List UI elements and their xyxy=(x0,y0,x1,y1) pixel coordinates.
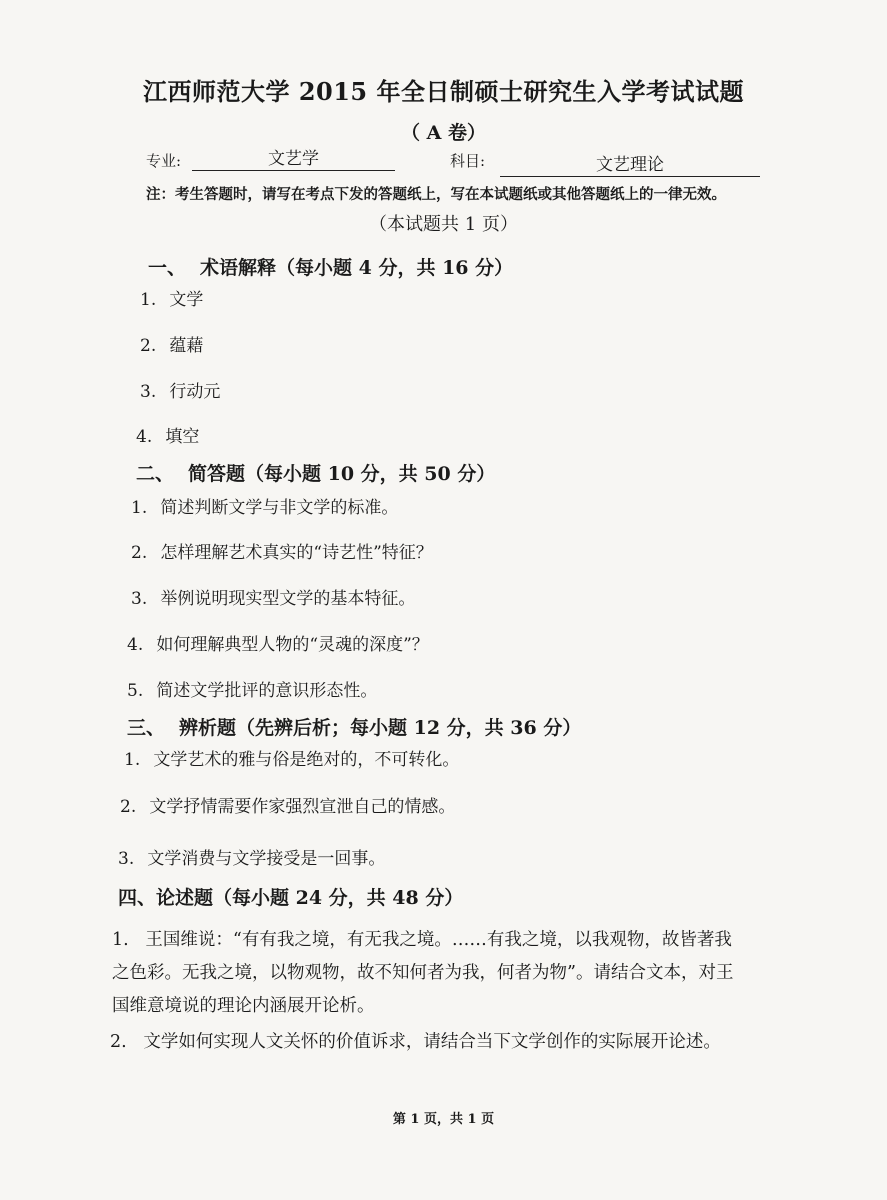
question-number: 1. xyxy=(131,498,148,518)
section-number: 一、 xyxy=(148,257,187,279)
question-item xyxy=(131,493,398,518)
essay-question xyxy=(110,1026,760,1059)
question-text: 如何理解典型人物的“灵魂的深度”？ xyxy=(156,635,429,655)
question-text: 蕴藉 xyxy=(169,336,204,356)
section-heading xyxy=(118,883,463,910)
question-number: 4. xyxy=(127,635,144,655)
question-item xyxy=(124,745,459,770)
section-title: 辨析题（先辨后析；每小题 12 分，共 36 分） xyxy=(179,717,582,739)
paper-type: （ A 卷） xyxy=(401,122,486,144)
question-number: 5. xyxy=(127,681,144,701)
question-number: 4. xyxy=(136,427,153,447)
question-item xyxy=(140,285,203,310)
question-item xyxy=(127,676,377,701)
question-item xyxy=(131,584,415,609)
question-number: 2. xyxy=(131,543,148,563)
question-item xyxy=(136,422,199,447)
question-number: 2. xyxy=(110,1032,127,1052)
essay-question xyxy=(112,924,737,1023)
section-number: 二、 xyxy=(136,463,175,485)
question-item xyxy=(120,792,455,817)
subject-value: 文艺理论 xyxy=(500,154,760,177)
section-title: 论述题（每小题 24 分，共 48 分） xyxy=(156,887,464,909)
section-heading xyxy=(148,253,513,280)
question-text: 文学 xyxy=(169,290,204,310)
section-title: 简答题（每小题 10 分，共 50 分） xyxy=(188,463,496,485)
question-number: 1. xyxy=(140,290,157,310)
question-text: 举例说明现实型文学的基本特征。 xyxy=(160,589,416,609)
question-number: 3. xyxy=(118,849,135,869)
question-item xyxy=(118,844,385,869)
question-text: 文学抒情需要作家强烈宣泄自己的情感。 xyxy=(149,797,456,817)
question-text: 王国维说：“有有我之境，有无我之境。……有我之境，以我观物，故皆著我之色彩。无我之境，以物观物，故不知何者为我，何者为物”。请结合文本，对王国维意境说的理论内涵展开论析。 xyxy=(112,930,734,1016)
exam-note: 注：考生答题时，请写在考点下发的答题纸上，写在本试题纸或其他答题纸上的一律无效。 xyxy=(146,186,726,203)
major-value: 文艺学 xyxy=(192,148,395,171)
question-number: 3. xyxy=(140,382,157,402)
subject-label: 科目: xyxy=(450,152,486,170)
question-number: 1. xyxy=(124,750,141,770)
question-item xyxy=(127,630,429,655)
question-number: 2. xyxy=(120,797,137,817)
major-label: 专业: xyxy=(146,152,182,170)
question-item xyxy=(131,538,433,563)
question-text: 行动元 xyxy=(169,382,221,402)
section-number: 三、 xyxy=(127,717,166,739)
question-text: 文学如何实现人文关怀的价值诉求，请结合当下文学创作的实际展开论述。 xyxy=(143,1032,721,1052)
section-number: 四、 xyxy=(118,887,157,909)
question-item xyxy=(140,331,203,356)
question-text: 简述文学批评的意识形态性。 xyxy=(156,681,378,701)
section-title: 术语解释（每小题 4 分，共 16 分） xyxy=(200,257,514,279)
question-number: 1. xyxy=(112,930,129,950)
exam-title: 江西师范大学 2015 年全日制硕士研究生入学考试试题 xyxy=(142,77,744,106)
question-text: 怎样理解艺术真实的“诗艺性”特征？ xyxy=(160,543,433,563)
question-number: 3. xyxy=(131,589,148,609)
question-number: 2. xyxy=(140,336,157,356)
question-text: 简述判断文学与非文学的标准。 xyxy=(160,498,399,518)
question-text: 文学消费与文学接受是一回事。 xyxy=(147,849,386,869)
page-count: （本试题共 1 页） xyxy=(369,214,518,235)
question-text: 填空 xyxy=(165,427,200,447)
section-heading xyxy=(136,459,495,486)
section-heading xyxy=(127,713,581,740)
question-text: 文学艺术的雅与俗是绝对的，不可转化。 xyxy=(153,750,460,770)
page-footer: 第 1 页，共 1 页 xyxy=(392,1112,495,1127)
question-item xyxy=(140,377,220,402)
